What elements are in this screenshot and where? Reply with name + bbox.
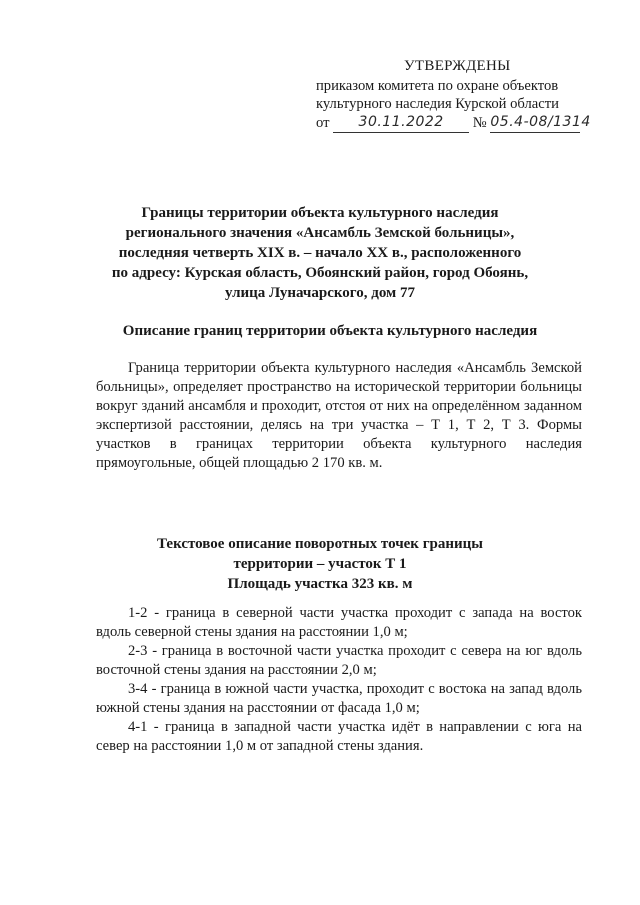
section-line: Площадь участка 323 кв. м — [227, 576, 413, 592]
approval-title: УТВЕРЖДЕНЫ — [404, 58, 511, 74]
heading-line: последняя четверть XIX в. – начало XX в., расположенного — [118, 245, 522, 261]
section-line: Текстовое описание поворотных точек границы — [156, 536, 483, 552]
boundary-description-title: Описание границ территории объекта культурного наследия — [122, 323, 538, 339]
heading-line: улица Луначарского, дом 77 — [224, 285, 416, 301]
heading-line: по адресу: Курская область, Обоянский район, город Обоянь, — [111, 265, 529, 281]
heading-line: регионального значения «Ансамбль Земской больницы», — [125, 225, 515, 241]
boundary-description-paragraph: Граница территории объекта культурного наследия «Ансамбль Земской больницы», определяет пространство на исторической территории больницы вокруг зданий ансамбля и проходит, отстоя от них на определённом заданном экспертизой расстоянии, делясь на три участка – Т 1, Т 2, Т 3. Формы участков в границах территории объекта культурного наследия прямоугольные, общей площадью 2 170 кв. м. — [96, 360, 582, 471]
list-item: 4-1 - граница в западной части участка идёт в направлении с юга на север на расстоянии 1,0 м от западной стены здания. — [96, 719, 582, 754]
list-item: 1-2 - граница в северной части участка проходит с запада на восток вдоль северной стены здания на расстоянии 1,0 м; — [96, 605, 582, 640]
approval-line-1: приказом комитета по охране объектов — [316, 77, 559, 94]
list-item: 2-3 - граница в восточной части участка проходит с севера на юг вдоль восточной стены здания на расстоянии 2,0 м; — [96, 643, 582, 678]
list-item: 3-4 - граница в южной части участка, проходит с востока на запад вдоль южной стены здания на расстоянии от фасада 1,0 м; — [96, 681, 582, 716]
approval-date-line — [316, 114, 606, 136]
document-heading — [100, 203, 540, 303]
section-line: территории – участок Т 1 — [233, 556, 407, 572]
section-t1-heading — [100, 534, 540, 594]
approval-block — [316, 57, 606, 136]
date-prefix: от — [316, 115, 330, 132]
date-value: 30.11.2022 — [333, 113, 469, 132]
number-prefix: № — [472, 115, 487, 132]
number-value: 05.4-08/1314 — [490, 113, 580, 132]
heading-line: Границы территории объекта культурного наследия — [141, 205, 499, 221]
approval-line-2: культурного наследия Курской области — [316, 96, 559, 113]
turning-points-list — [96, 604, 582, 756]
